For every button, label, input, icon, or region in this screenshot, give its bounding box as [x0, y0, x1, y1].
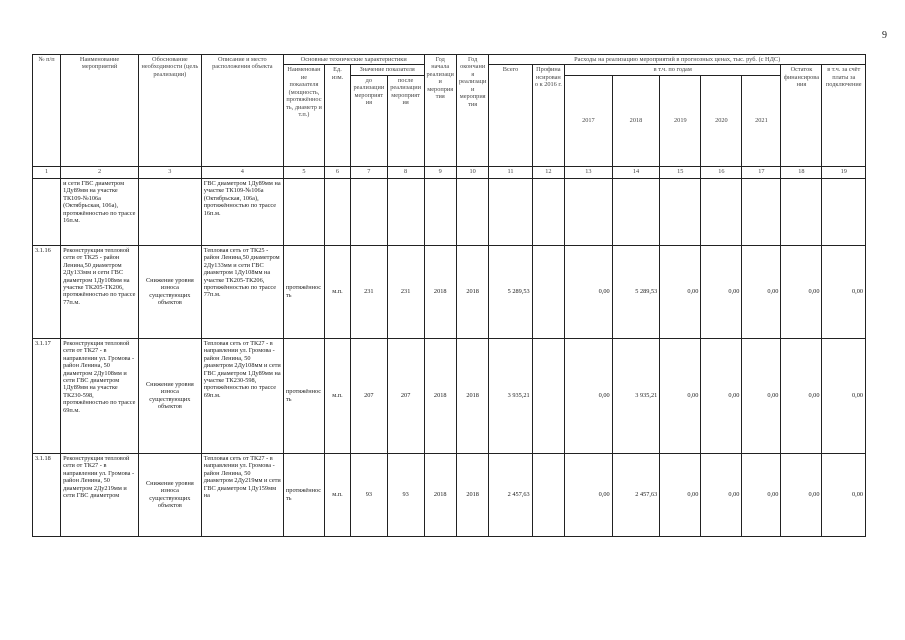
- header-costs-group: Расходы на реализацию мероприятий в прогнозных ценах, тыс. руб. (с НДС): [489, 55, 866, 65]
- row-end: 2018: [456, 245, 488, 338]
- column-number: 11: [489, 166, 532, 178]
- column-number: 9: [424, 166, 456, 178]
- row-unit: м.п.: [325, 245, 351, 338]
- header-reason: Обоснование необходимости (цель реализации): [138, 55, 201, 167]
- column-number: 16: [701, 166, 742, 178]
- row-end: 2018: [456, 453, 488, 536]
- row-total: 2 457,63: [489, 453, 532, 536]
- row-after: 231: [387, 245, 424, 338]
- header-after: после реализации мероприятия: [387, 75, 424, 166]
- row-financed: [532, 453, 564, 536]
- row-start: 2018: [424, 245, 456, 338]
- column-number: 8: [387, 166, 424, 178]
- row-2017: 0,00: [565, 245, 613, 338]
- page-number: 9: [882, 30, 887, 41]
- row-name: Реконструкция тепловой сети от ТК27 - в направлении ул. Громова - район Ленина, 50 диаметром 2Ду108мм и сети ГВС диаметром 1Ду89мм на участке ТК230-598, протяжённостью по трассе 69п.м.: [61, 338, 139, 453]
- header-remaining: Остаток финансирования: [781, 65, 822, 166]
- header-fee: в т.ч. за счёт платы за подключение: [822, 65, 866, 166]
- header-tech-name: Наименование показателя (мощность, протяжённость, диаметр и т.п.): [283, 65, 324, 166]
- row-2019: 0,00: [660, 453, 701, 536]
- row-num: 3.1.16: [33, 245, 61, 338]
- header-year-2021: 2021: [742, 75, 781, 166]
- row-fee: 0,00: [822, 338, 866, 453]
- header-end-year: Год окончания реализации мероприятия: [456, 55, 488, 167]
- header-year-2020: 2020: [701, 75, 742, 166]
- header-year-2018: 2018: [612, 75, 660, 166]
- row-name: Реконструкция тепловой сети от ТК27 - в направлении ул. Громова - район Ленина, 50 диаметром 2Ду219мм и сети ГВС диаметром: [61, 453, 139, 536]
- header-desc: Описание и место расположения объекта: [201, 55, 283, 167]
- row-tech-name: протяжённость: [283, 453, 324, 536]
- row-total: 5 289,53: [489, 245, 532, 338]
- table-row-continued: [33, 178, 866, 245]
- row-2020: 0,00: [701, 453, 742, 536]
- row-name: и сети ГВС диаметром 1Ду89мм на участке ТК109-№106а (Октябрьская, 106а), протяжённостью по трассе 16п.м.: [61, 178, 139, 245]
- investment-table: [32, 54, 866, 537]
- column-number: 12: [532, 166, 564, 178]
- header-num: № п/п: [33, 55, 61, 167]
- row-reason: Снижение уровня износа существующих объектов: [138, 338, 201, 453]
- header-tech-group: Основные технические характеристики: [283, 55, 424, 65]
- row-2017: 0,00: [565, 338, 613, 453]
- row-2017: 0,00: [565, 453, 613, 536]
- row-before: 231: [350, 245, 387, 338]
- row-reason: Снижение уровня износа существующих объектов: [138, 453, 201, 536]
- row-2021: 0,00: [742, 245, 781, 338]
- row-2019: 0,00: [660, 338, 701, 453]
- table-header: [33, 55, 866, 179]
- row-desc: Тепловая сеть от ТК27 - в направлении ул. Громова - район Ленина, 50 диаметром 2Ду108мм и сети ГВС диаметром 1Ду89мм на участке ТК230-598, протяжённостью по трассе 69п.м.: [201, 338, 283, 453]
- row-num: 3.1.18: [33, 453, 61, 536]
- header-financed: Профинансировано к 2016 г.: [532, 65, 564, 166]
- row-financed: [532, 245, 564, 338]
- header-years-group: в т.ч. по годам: [565, 65, 781, 75]
- row-2018: 5 289,53: [612, 245, 660, 338]
- column-number: 18: [781, 166, 822, 178]
- row-name: Реконструкция тепловой сети от ТК25 - район Ленина,50 диаметром 2Ду133мм и сети ГВС диаметром 1Ду108мм на участке ТК205-ТК206, протяжённостью по трассе 77п.м.: [61, 245, 139, 338]
- row-num: 3.1.17: [33, 338, 61, 453]
- header-before: до реализации мероприятия: [350, 75, 387, 166]
- column-number: 1: [33, 166, 61, 178]
- column-number: 17: [742, 166, 781, 178]
- row-start: 2018: [424, 338, 456, 453]
- row-total: 3 935,21: [489, 338, 532, 453]
- header-values-group: Значение показателя: [350, 65, 424, 75]
- row-2018: 3 935,21: [612, 338, 660, 453]
- row-end: 2018: [456, 338, 488, 453]
- table-row: [33, 453, 866, 536]
- column-numbers-row: [33, 166, 866, 178]
- row-fee: 0,00: [822, 453, 866, 536]
- row-remaining: 0,00: [781, 453, 822, 536]
- row-2019: 0,00: [660, 245, 701, 338]
- header-total: Всего: [489, 65, 532, 166]
- header-year-2017: 2017: [565, 75, 613, 166]
- column-number: 5: [283, 166, 324, 178]
- header-name: Наименование мероприятий: [61, 55, 139, 167]
- row-unit: м.п.: [325, 338, 351, 453]
- column-number: 7: [350, 166, 387, 178]
- row-desc: ГВС диаметром 1Ду89мм на участке ТК109-№106а (Октябрьская, 106а), протяжённостью по трассе 16п.м.: [201, 178, 283, 245]
- row-after: 93: [387, 453, 424, 536]
- row-2018: 2 457,63: [612, 453, 660, 536]
- row-tech-name: протяжённость: [283, 338, 324, 453]
- row-desc: Тепловая сеть от ТК25 - район Ленина,50 диаметром 2Ду133мм и сети ГВС диаметром 1Ду108мм на участке ТК205-ТК206, протяжённостью по трассе 77п.м.: [201, 245, 283, 338]
- column-number: 10: [456, 166, 488, 178]
- row-after: 207: [387, 338, 424, 453]
- row-desc: Тепловая сеть от ТК27 - в направлении ул. Громова - район Ленина, 50 диаметром 2Ду219мм и сети ГВС диаметром 1Ду159мм на: [201, 453, 283, 536]
- row-before: 93: [350, 453, 387, 536]
- row-remaining: 0,00: [781, 338, 822, 453]
- table-row: [33, 245, 866, 338]
- column-number: 19: [822, 166, 866, 178]
- column-number: 3: [138, 166, 201, 178]
- row-2021: 0,00: [742, 338, 781, 453]
- row-financed: [532, 338, 564, 453]
- header-unit: Ед. изм.: [325, 65, 351, 166]
- header-start-year: Год начала реализации мероприятия: [424, 55, 456, 167]
- column-number: 13: [565, 166, 613, 178]
- column-number: 2: [61, 166, 139, 178]
- row-before: 207: [350, 338, 387, 453]
- row-reason: Снижение уровня износа существующих объектов: [138, 245, 201, 338]
- header-year-2019: 2019: [660, 75, 701, 166]
- table-row: [33, 338, 866, 453]
- column-number: 4: [201, 166, 283, 178]
- column-number: 6: [325, 166, 351, 178]
- column-number: 14: [612, 166, 660, 178]
- row-unit: м.п.: [325, 453, 351, 536]
- column-number: 15: [660, 166, 701, 178]
- row-2020: 0,00: [701, 245, 742, 338]
- row-2020: 0,00: [701, 338, 742, 453]
- row-tech-name: протяжённость: [283, 245, 324, 338]
- row-fee: 0,00: [822, 245, 866, 338]
- row-remaining: 0,00: [781, 245, 822, 338]
- row-2021: 0,00: [742, 453, 781, 536]
- row-start: 2018: [424, 453, 456, 536]
